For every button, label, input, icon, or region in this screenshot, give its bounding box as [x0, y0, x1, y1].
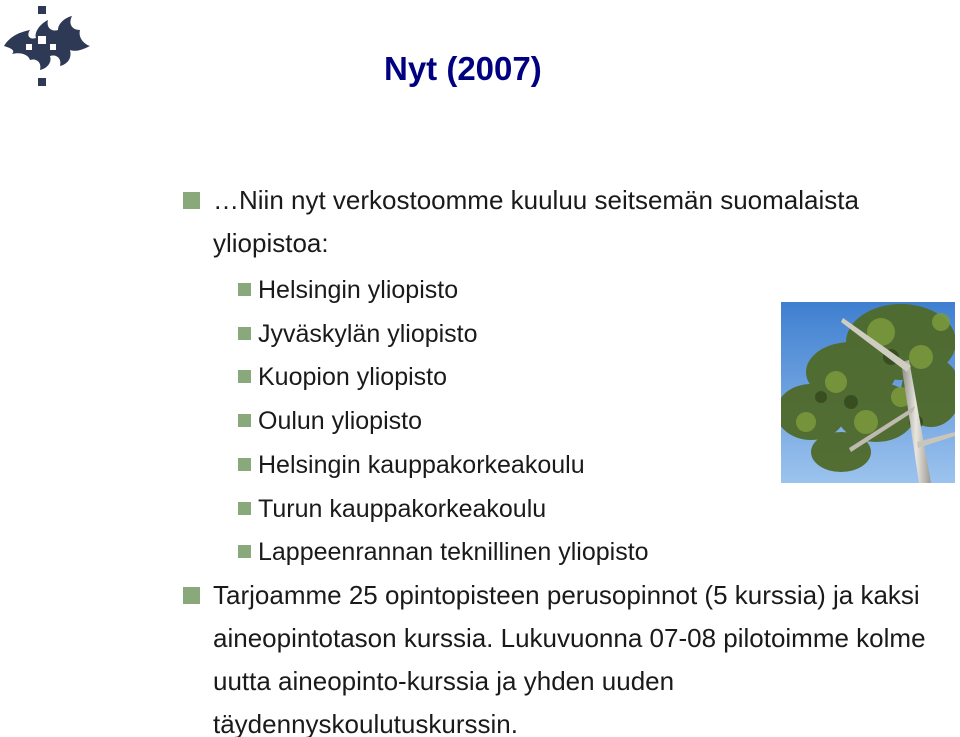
square-bullet-icon	[238, 545, 251, 558]
square-bullet-icon	[183, 192, 200, 209]
square-bullet-icon	[183, 587, 200, 604]
university-item: Lappeenrannan teknillinen yliopisto	[258, 538, 649, 566]
slide-title: Nyt (2007)	[384, 50, 542, 87]
university-item: Turun kauppakorkeakoulu	[258, 495, 547, 523]
square-bullet-icon	[238, 283, 251, 296]
square-bullet-icon	[238, 414, 251, 427]
square-bullet-icon	[238, 502, 251, 515]
square-bullet-icon	[238, 458, 251, 471]
university-item: Helsingin yliopisto	[258, 276, 459, 304]
university-item: Kuopion yliopisto	[258, 363, 448, 391]
offer-text: Tarjoamme 25 opintopisteen perusopinnot (5 kurssia) ja kaksi aineopintotason kurssia. Lukuvuonna 07-08 pilotoimme kolme uutta aineopinto-kurssia ja yhden uuden täydennyskoulutuskurssin.	[213, 580, 926, 737]
square-bullet-icon	[238, 370, 251, 383]
university-item: Helsingin kauppakorkeakoulu	[258, 451, 585, 479]
square-bullet-icon	[238, 327, 251, 340]
intro-text: …Niin nyt verkostoomme kuuluu seitsemän suomalaista yliopistoa:	[213, 185, 859, 258]
university-item: Jyväskylän yliopisto	[258, 320, 478, 348]
university-item: Oulun yliopisto	[258, 407, 422, 435]
